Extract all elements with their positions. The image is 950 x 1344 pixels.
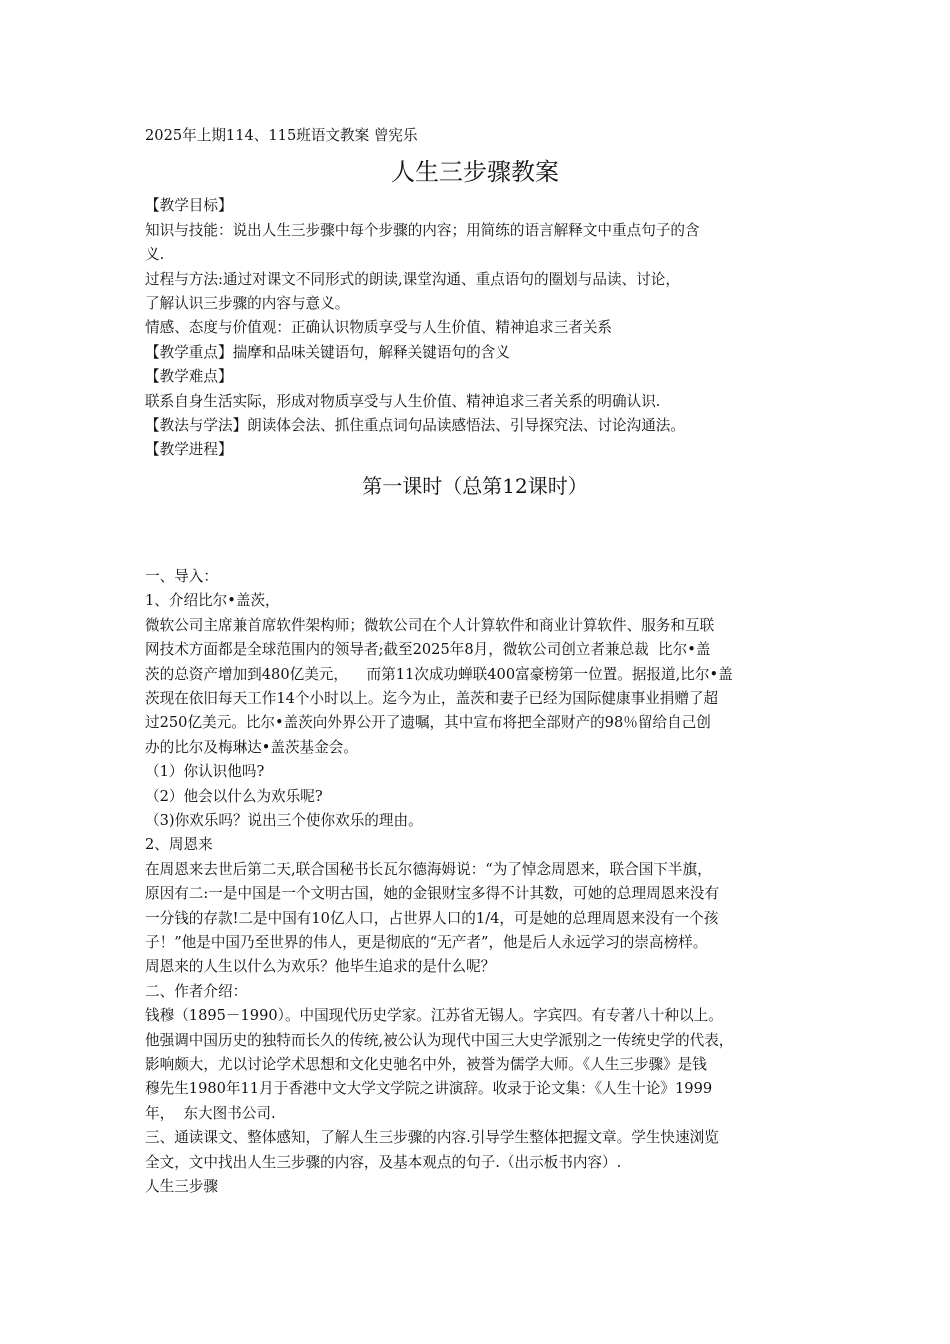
body-line: 子！”他是中国乃至世界的伟人，更是彻底的“无产者”，他是后人永远学习的崇高榜样。 <box>145 933 708 951</box>
lesson-subtitle: 第一课时（总第12课时） <box>362 473 588 498</box>
header-info: 2025年上期114、115班语文教案 曾宪乐 <box>145 127 418 144</box>
process-objective-line-2: 了解认识三步骤的内容与意义。 <box>145 295 350 313</box>
body-line: 周恩来的人生以什么为欢乐？他毕生追求的是什么呢？ <box>145 958 496 976</box>
body-line: 影响颇大，尤以讨论学术思想和文化史驰名中外，被誉为儒学大师。《人生三步骤》是钱 <box>145 1056 707 1073</box>
body-line: 钱穆（1895－1990）。中国现代历史学家。江苏省无锡人。字宾四。有专著八十种以上。 <box>145 1007 723 1025</box>
methods: 【教法与学法】朗读体会法、抓住重点词句品读感悟法、引导探究法、讨论沟通法。 <box>145 417 685 435</box>
body-line: 二、作者介绍： <box>145 982 248 1000</box>
process-heading: 【教学进程】 <box>145 441 233 459</box>
body-line: 一分钱的存款!二是中国有10亿人口，占世界人口的1/4，可是她的总理周恩来没有一个孩 <box>145 909 719 927</box>
body-line: 茨的总资产增加到480亿美元， 而第11次成功蝉联400富豪榜第一位置。据报道,比尔•盖 <box>145 665 733 683</box>
body-line: 2、周恩来 <box>145 836 213 854</box>
body-line: 全文，文中找出人生三步骤的内容，及基本观点的句子.（出示板书内容）. <box>145 1153 622 1171</box>
body-line: 年， 东大图书公司. <box>145 1104 276 1122</box>
body-line: 办的比尔及梅琳达•盖茨基金会。 <box>145 738 358 756</box>
knowledge-objective-line-1: 知识与技能：说出人生三步骤中每个步骤的内容；用简练的语言解释文中重点句子的含 <box>145 221 700 239</box>
difficulty-heading: 【教学难点】 <box>145 368 233 386</box>
difficulty-text: 联系自身生活实际，形成对物质享受与人生价值、精神追求三者关系的明确认识. <box>145 392 661 410</box>
emotion-objective: 情感、态度与价值观：正确认识物质享受与人生价值、精神追求三者关系 <box>145 319 613 337</box>
body-line: 一、导入： <box>145 567 218 585</box>
body-line: 人生三步骤 <box>145 1178 218 1196</box>
body-line: 1、介绍比尔•盖茨， <box>145 592 280 610</box>
spacer <box>145 501 817 565</box>
body-line: 过250亿美元。比尔•盖茨向外界公开了遗嘱，其中宣布将把全部财产的98％留给自己创 <box>145 714 711 732</box>
document-page <box>145 124 817 1199</box>
body-line: 茨现在依旧每天工作14个小时以上。迄今为止，盖茨和妻子已经为国际健康事业捐赠了超 <box>145 689 719 707</box>
lesson-body <box>145 565 817 1200</box>
key-points: 【教学重点】揣摩和品味关键语句，解释关键语句的含义 <box>145 343 510 361</box>
body-line: 三、通读课文、整体感知，了解人生三步骤的内容.引导学生整体把握文章。学生快速浏览 <box>145 1129 719 1147</box>
process-objective-line-1: 过程与方法:通过对课文不同形式的朗读,课堂沟通、重点语句的圈划与品读、讨论， <box>145 270 680 288</box>
body-line: 他强调中国历史的独特而长久的传统,被公认为现代中国三大史学派别之一传统史学的代表， <box>145 1031 734 1049</box>
body-line: 穆先生1980年11月于香港中文大学文学院之讲演辞。收录于论文集：《人生十论》1999 <box>145 1080 713 1098</box>
body-line: （2）他会以什么为欢乐呢? <box>145 787 323 805</box>
body-line: 原因有二:一是中国是一个文明古国，她的金银财宝多得不计其数，可她的总理周恩来没有 <box>145 885 720 903</box>
body-line: 微软公司主席兼首席软件架构师；微软公司在个人计算软件和商业计算软件、服务和互联 <box>145 616 715 634</box>
document-title: 人生三步骤教案 <box>391 158 559 187</box>
body-line: 在周恩来去世后第二天,联合国秘书长瓦尔德海姆说：“为了悼念周恩来，联合国下半旗， <box>145 860 712 878</box>
objectives-heading: 【教学目标】 <box>145 197 233 215</box>
body-line: （1）你认识他吗? <box>145 763 265 781</box>
body-line: （3)你欢乐吗？说出三个使你欢乐的理由。 <box>145 811 423 829</box>
body-line: 网技术方面都是全球范围内的领导者;截至2025年8月，微软公司创立者兼总裁 比尔•盖 <box>145 641 711 659</box>
knowledge-objective-line-2: 义. <box>145 246 165 264</box>
